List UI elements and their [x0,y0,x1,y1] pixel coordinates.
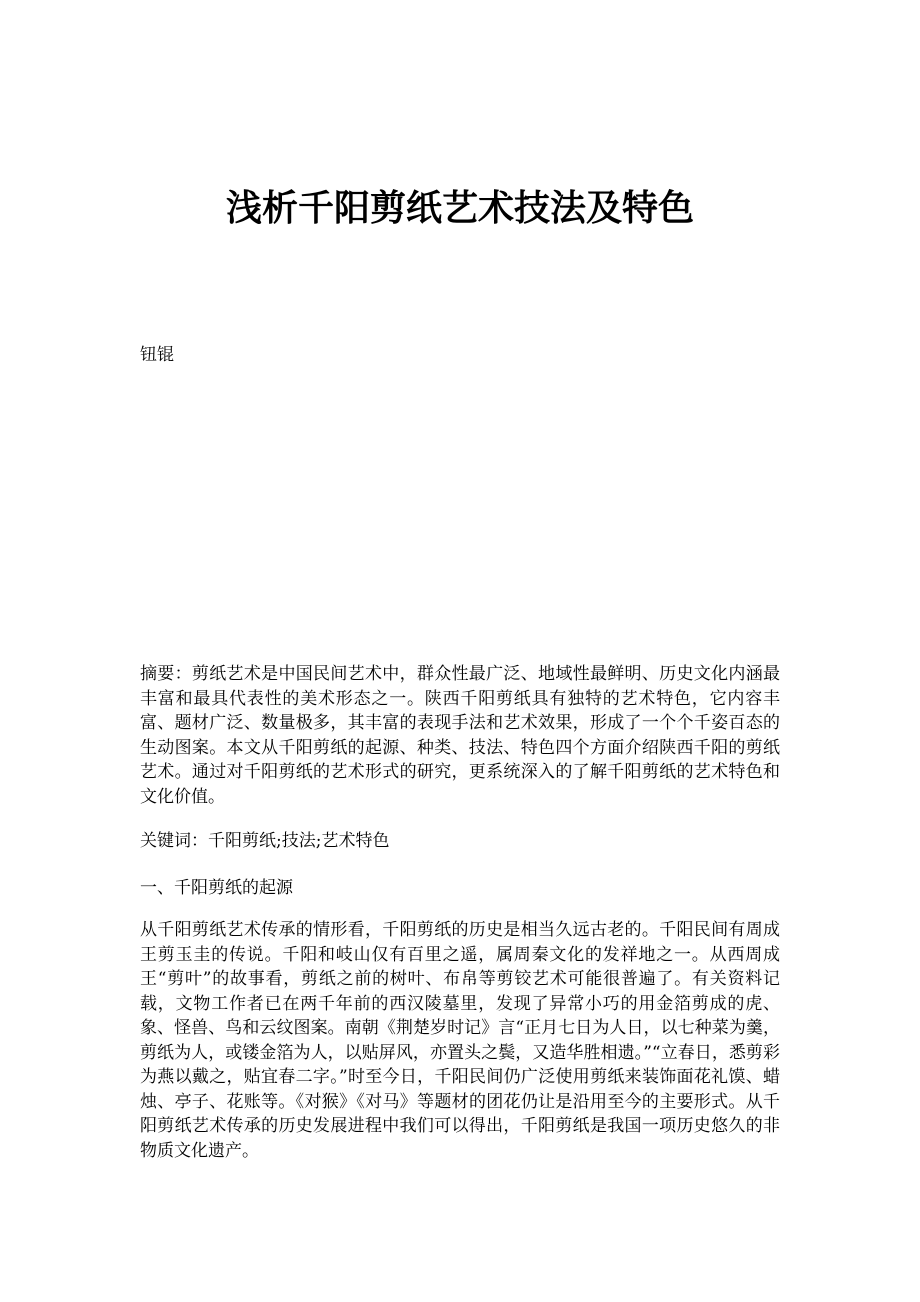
section-heading: 一、千阳剪纸的起源 [140,878,293,898]
document-title: 浅析千阳剪纸艺术技法及特色 [225,187,694,229]
keywords-line: 关键词：千阳剪纸;技法;艺术特色 [140,831,390,851]
author-name: 钮锟 [140,345,174,365]
body-paragraph: 从千阳剪纸艺术传承的情形看，千阳剪纸的历史是相当久远古老的。千阳民间有周成王剪玉圭的传说。千阳和岐山仅有百里之遥，属周秦文化的发祥地之一。从西周成王“剪叶”的故事看，剪纸之前的树叶、布帛等剪铰艺术可能很普遍了。有关资料记载，文物工作者已在两千年前的西汉陵墓里，发现了异常小巧的用金箔剪成的虎、象、怪兽、鸟和云纹图案。南朝《荆楚岁时记》言“正月七日为人日，以七种菜为羹，剪纸为人，或镂金箔为人，以贴屏风，亦置头之鬓，又造华胜相遗。”“立春日，悉剪彩为燕以戴之，贴宜春二字。”时至今日，千阳民间仍广泛使用剪纸来装饰面花礼馍、蜡烛、亭子、花账等。《对猴》《对马》等题材的团花仍让是沿用至今的主要形式。从千阳剪纸艺术传承的历史发展进程中我们可以得出，千阳剪纸是我国一项历史悠久的非物质文化遗产。 [140,920,780,1161]
abstract-paragraph: 摘要：剪纸艺术是中国民间艺术中，群众性最广泛、地域性最鲜明、历史文化内涵最丰富和最具代表性的美术形态之一。陕西千阳剪纸具有独特的艺术特色，它内容丰富、题材广泛、数量极多，其丰富的表现手法和艺术效果，形成了一个个千姿百态的生动图案。本文从千阳剪纸的起源、种类、技法、特色四个方面介绍陕西千阳的剪纸艺术。通过对千阳剪纸的艺术形式的研究，更系统深入的了解千阳剪纸的艺术特色和文化价值。 [140,664,780,807]
